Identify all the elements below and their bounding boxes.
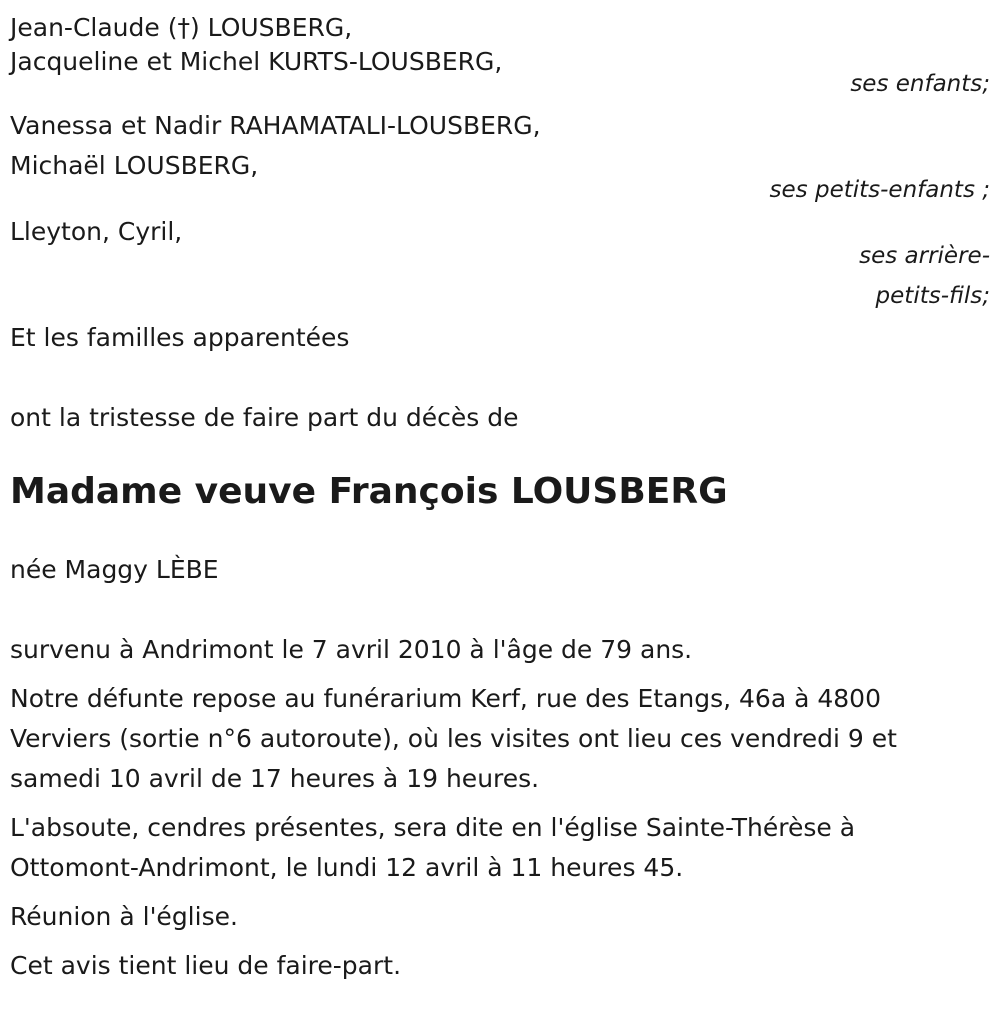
great-grandchildren-role: ses arrière- — [859, 243, 990, 269]
deceased-name: Madame veuve François LOUSBERG — [10, 471, 728, 512]
grandchildren-group — [10, 106, 990, 210]
announcement-intro: ont la tristesse de faire part du décès de — [10, 403, 519, 432]
grandchild-line: Michaël LOUSBERG, — [10, 151, 259, 180]
child-line: Jacqueline et Michel KURTS-LOUSBERG, — [10, 47, 503, 76]
great-grandchildren-group — [10, 212, 990, 316]
death-details: survenu à Andrimont le 7 avril 2010 à l'âge de 79 ans. — [10, 635, 693, 664]
great-grandchildren-role-continued: petits-fils; — [875, 283, 990, 309]
obituary-notice — [10, 8, 990, 995]
grandchild-line: Vanessa et Nadir RAHAMATALI-LOUSBERG, — [10, 111, 541, 140]
relatives-line: Et les familles apparentées — [10, 323, 350, 352]
child-line: Jean-Claude (†) LOUSBERG, — [10, 13, 353, 42]
children-group — [10, 8, 990, 104]
grandchildren-role: ses petits-enfants ; — [769, 177, 990, 203]
children-role: ses enfants; — [850, 71, 990, 97]
details-section — [10, 630, 990, 986]
birth-name: née Maggy LÈBE — [10, 555, 219, 584]
ceremony-details: L'absoute, cendres présentes, sera dite en l'église Sainte-Thérèse à Ottomont-Andrimont, le lundi 12 avril à 11 heures 45. — [10, 813, 856, 882]
meeting-details: Réunion à l'église. — [10, 902, 238, 931]
notice-statement: Cet avis tient lieu de faire-part. — [10, 951, 402, 980]
great-grandchild-line: Lleyton, Cyril, — [10, 217, 183, 246]
viewing-details: Notre défunte repose au funérarium Kerf, rue des Etangs, 46a à 4800 Verviers (sortie n°6 autoroute), où les visites ont lieu ces vendredi 9 et samedi 10 avril de 17 heures à 19 heures. — [10, 684, 897, 793]
